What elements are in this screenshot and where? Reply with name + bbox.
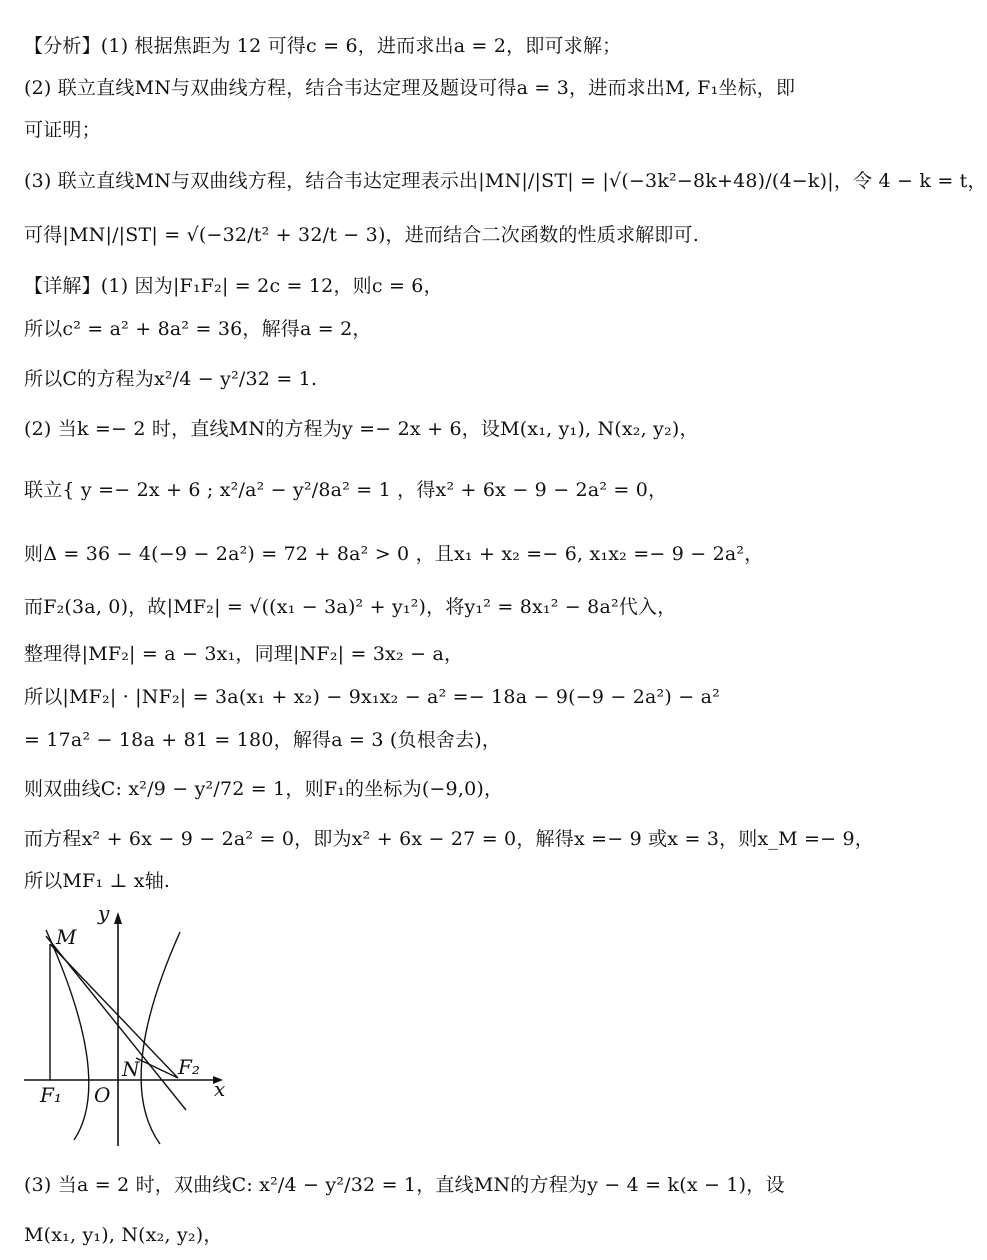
part3-line-2: M(x₁, y₁), N(x₂, y₂)， [24,1224,223,1246]
label-y: y [98,901,110,925]
y-axis-arrow [114,912,122,924]
hyperbola-figure [18,900,238,1150]
part2-line-9: 而方程x² + 6x − 9 − 2a² = 0，即为x² + 6x − 27 = 0，解得x =− 9 或x = 3，则x_M =− 9， [24,828,874,850]
analysis-line-4: (3) 联立直线MN与双曲线方程，结合韦达定理表示出|MN|/|ST| = |√(−3k²−8k+48)/(4−k)|，令 4 − k = t， [24,170,987,192]
analysis-line-3: 可证明； [24,119,101,141]
label-f1: F₁ [40,1083,62,1107]
part2-line-5: 整理得|MF₂| = a − 3x₁，同理|NF₂| = 3x₂ − a， [24,643,464,665]
analysis-line-1: 【分析】(1) 根据焦距为 12 可得c = 6，进而求出a = 2，即可求解； [24,35,622,57]
detail-line-1: 【详解】(1) 因为|F₁F₂| = 2c = 12，则c = 6， [24,275,443,297]
analysis-line-5: 可得|MN|/|ST| = √(−32/t² + 32/t − 3)，进而结合二次函数的性质求解即可. [24,224,699,246]
label-f2: F₂ [178,1055,200,1079]
part2-line-10: 所以MF₁ ⊥ x轴. [24,870,171,892]
detail-line-3: 所以C的方程为x²/4 − y²/32 = 1. [24,368,318,390]
part2-line-8: 则双曲线C: x²/9 − y²/72 = 1，则F₁的坐标为(−9,0)， [24,778,504,800]
detail-line-2: 所以c² = a² + 8a² = 36，解得a = 2， [24,318,372,340]
label-m: M [56,925,77,949]
part2-system-line: 联立{ y =− 2x + 6 ; x²/a² − y²/8a² = 1 ，得x² + 6x − 9 − 2a² = 0， [24,479,668,501]
analysis-line-2: (2) 联立直线MN与双曲线方程，结合韦达定理及题设可得a = 3，进而求出M, F₁坐标，即 [24,77,796,99]
part2-line-7: = 17a² − 18a + 81 = 180，解得a = 3 (负根舍去)， [24,729,502,751]
hyperbola-right-branch [141,932,180,1144]
part2-line-3: 则Δ = 36 − 4(−9 − 2a²) = 72 + 8a² > 0 ，且x₁ + x₂ =− 6, x₁x₂ =− 9 − 2a²， [24,543,764,565]
segment-mf2 [50,944,178,1078]
label-n: N [122,1057,140,1081]
label-x: x [214,1077,226,1101]
label-o: O [94,1083,111,1107]
part3-line-1: (3) 当a = 2 时，双曲线C: x²/4 − y²/32 = 1，直线MN的方程为y − 4 = k(x − 1)，设 [24,1174,785,1196]
part2-line-4: 而F₂(3a, 0)，故|MF₂| = √((x₁ − 3a)² + y₁²)，将y₁² = 8x₁² − 8a²代入， [24,596,677,618]
part2-line-6: 所以|MF₂| · |NF₂| = 3a(x₁ + x₂) − 9x₁x₂ − a² =− 18a − 9(−9 − 2a²) − a² [24,686,720,708]
part2-line-1: (2) 当k =− 2 时，直线MN的方程为y =− 2x + 6，设M(x₁, y₁), N(x₂, y₂)， [24,418,699,440]
